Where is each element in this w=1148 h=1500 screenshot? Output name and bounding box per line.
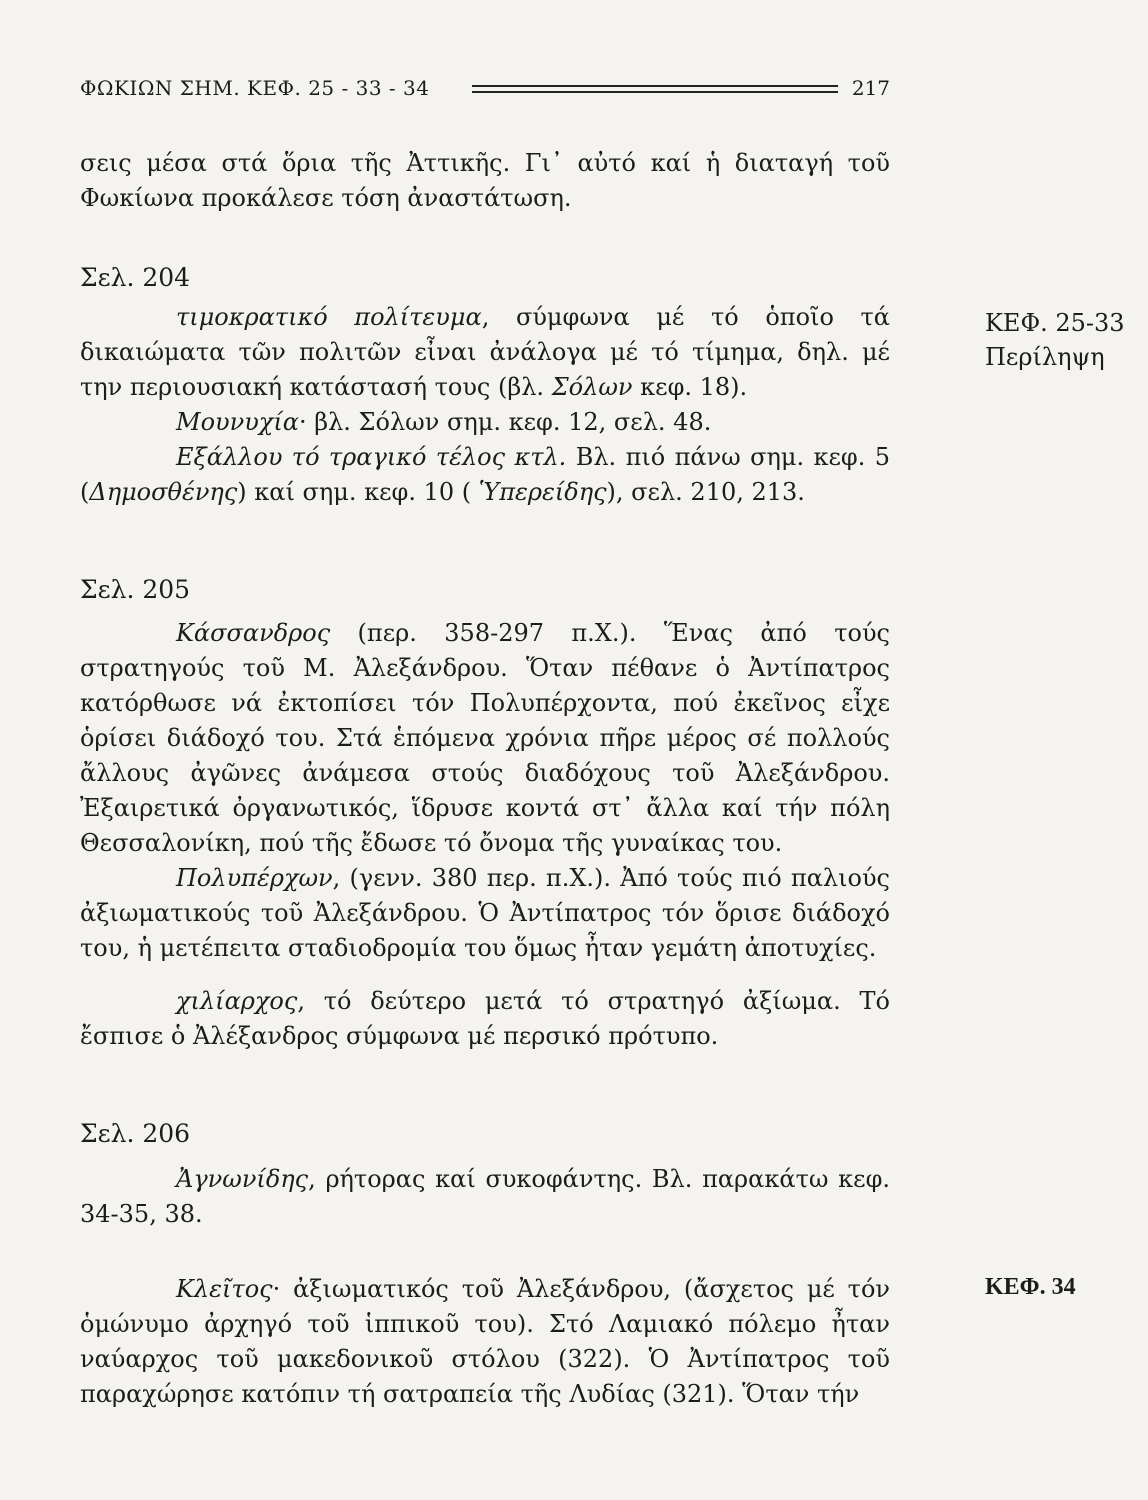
entry-ref: Σόλων [551, 373, 633, 401]
section-205-entries [80, 616, 890, 1054]
entry-term: Κλεῖτος [176, 1275, 273, 1303]
entry-ref: Ὑπερείδης [478, 478, 607, 506]
entry-text: , τό δεύτερο μετά τό στρατηγό ἀξίωμα. Τό ἔσπισε ὁ Ἀλέξανδρος σύμφωνα μέ περσικό πρότυπο. [80, 987, 890, 1050]
section-heading: Σελ. 205 [80, 575, 191, 604]
entry-chiliarchos [80, 984, 890, 1054]
entry-text: , (γενν. 380 περ. π.Χ.). Ἀπό τούς πιό παλιούς ἀξιωματικούς τοῦ Ἀλεξάνδρου. Ὁ Ἀντίπατρος τόν ὅρισε διάδοχό του, ἡ μετέπειτα σταδιοδρομία του ὅμως ἦταν γεμάτη ἀποτυχίες. [80, 864, 890, 962]
margin-note-line: ΚΕΦ. 25-33 [985, 309, 1125, 337]
entry-text: · ἀξιωματικός τοῦ Ἀλεξάνδρου, (ἄσχετος μέ τόν ὁμώνυμο ἀρχηγό τοῦ ἱππικοῦ του). Στό Λαμιακό πόλεμο ἦταν ναύαρχος τοῦ μακεδονικοῦ στόλου (322). Ὁ Ἀντίπατρος τοῦ παραχώρησε κατόπιν τή σατραπεία τῆς Λυδίας (321). Ὅταν τήν [80, 1275, 890, 1408]
margin-note-line: ΚΕΦ. 34 [985, 1274, 1076, 1300]
section-206 [80, 1116, 890, 1151]
header-title: ΦΩΚΙΩΝ ΣΗΜ. ΚΕΦ. 25 - 33 - 34 [80, 76, 430, 100]
entry-timokratiko [80, 300, 890, 405]
entry-term: Μουνυχία [176, 408, 299, 436]
entry-text: , σύμφωνα μέ τό ὁποῖο τά δικαιώματα τῶν πολιτῶν εἶναι ἀνάλογα μέ τό τίμημα, δηλ. μέ την περιουσιακή κατάστασή τους (βλ. [80, 303, 891, 401]
section-heading: Σελ. 206 [80, 1119, 191, 1148]
running-header [80, 76, 890, 106]
entry-agnonidis [80, 1162, 890, 1232]
section-206-entries-cont [80, 1272, 890, 1412]
entry-term: χιλίαρχος [176, 987, 298, 1015]
section-heading: Σελ. 204 [80, 263, 191, 292]
entry-term: Ἀγνωνίδης [176, 1165, 309, 1193]
entry-term: Πολυπέρχων [176, 864, 333, 892]
entry-text: Βλ. πιό πάνω σημ. κεφ. 5 ( [80, 443, 891, 506]
entry-term: Κάσσανδρος [176, 619, 331, 647]
entry-term: τιμοκρατικό πολίτευμα [176, 303, 482, 331]
margin-note-line: Περίληψη [985, 343, 1105, 371]
margin-note-kef-25-33 [985, 306, 1125, 374]
section-204-entries [80, 300, 890, 510]
opening-paragraph [80, 146, 890, 216]
entry-mounychia [80, 405, 890, 440]
margin-note-kef-34 [985, 1270, 1076, 1304]
section-206-entries [80, 1162, 890, 1232]
opening-text: σεις μέσα στά ὅρια τῆς Ἀττικῆς. Γι᾽ αὐτό καί ἡ διαταγή τοῦ Φωκίωνα προκάλεσε τόση ἀναστάτωση. [80, 149, 890, 212]
entry-text-end: ), σελ. 210, 213. [606, 478, 805, 506]
entry-kleitos [80, 1272, 890, 1412]
entry-tragiko-telos [80, 440, 890, 510]
section-204 [80, 260, 890, 295]
header-double-rule [472, 85, 838, 93]
entry-text-end: κεφ. 18). [632, 373, 748, 401]
section-205 [80, 572, 890, 607]
entry-ref: Δημοσθένης [89, 478, 238, 506]
entry-polyperchon [80, 861, 890, 966]
entry-kassandros [80, 616, 890, 861]
entry-text-mid: ) καί σημ. κεφ. 10 ( [237, 478, 479, 506]
page-number: 217 [851, 76, 890, 100]
entry-text: · βλ. Σόλων σημ. κεφ. 12, σελ. 48. [298, 408, 712, 436]
entry-term: Εξάλλου τό τραγικό τέλος κτλ. [176, 443, 567, 471]
entry-text: (περ. 358-297 π.Χ.). Ἕνας ἀπό τούς στρατηγούς τοῦ Μ. Ἀλεξάνδρου. Ὅταν πέθανε ὁ Ἀντίπατρος κατόρθωσε νά ἐκτοπίσει τόν Πολυπέρχοντα, πού ἐκεῖνος εἶχε ὁρίσει διάδοχό του. Στά ἑπόμενα χρόνια πῆρε μέρος σέ πολλούς ἄλλους ἀγῶνες ἀνάμεσα στούς διαδόχους τοῦ Ἀλεξάνδρου. Ἐξαιρετικά ὀργανωτικός, ἵδρυσε κοντά στ᾽ ἄλλα καί τήν πόλη Θεσσαλονίκη, πού τῆς ἔδωσε τό ὄνομα τῆς γυναίκας του. [80, 619, 890, 857]
entry-text: , ρήτορας καί συκοφάντης. Βλ. παρακάτω κεφ. 34-35, 38. [80, 1165, 890, 1228]
